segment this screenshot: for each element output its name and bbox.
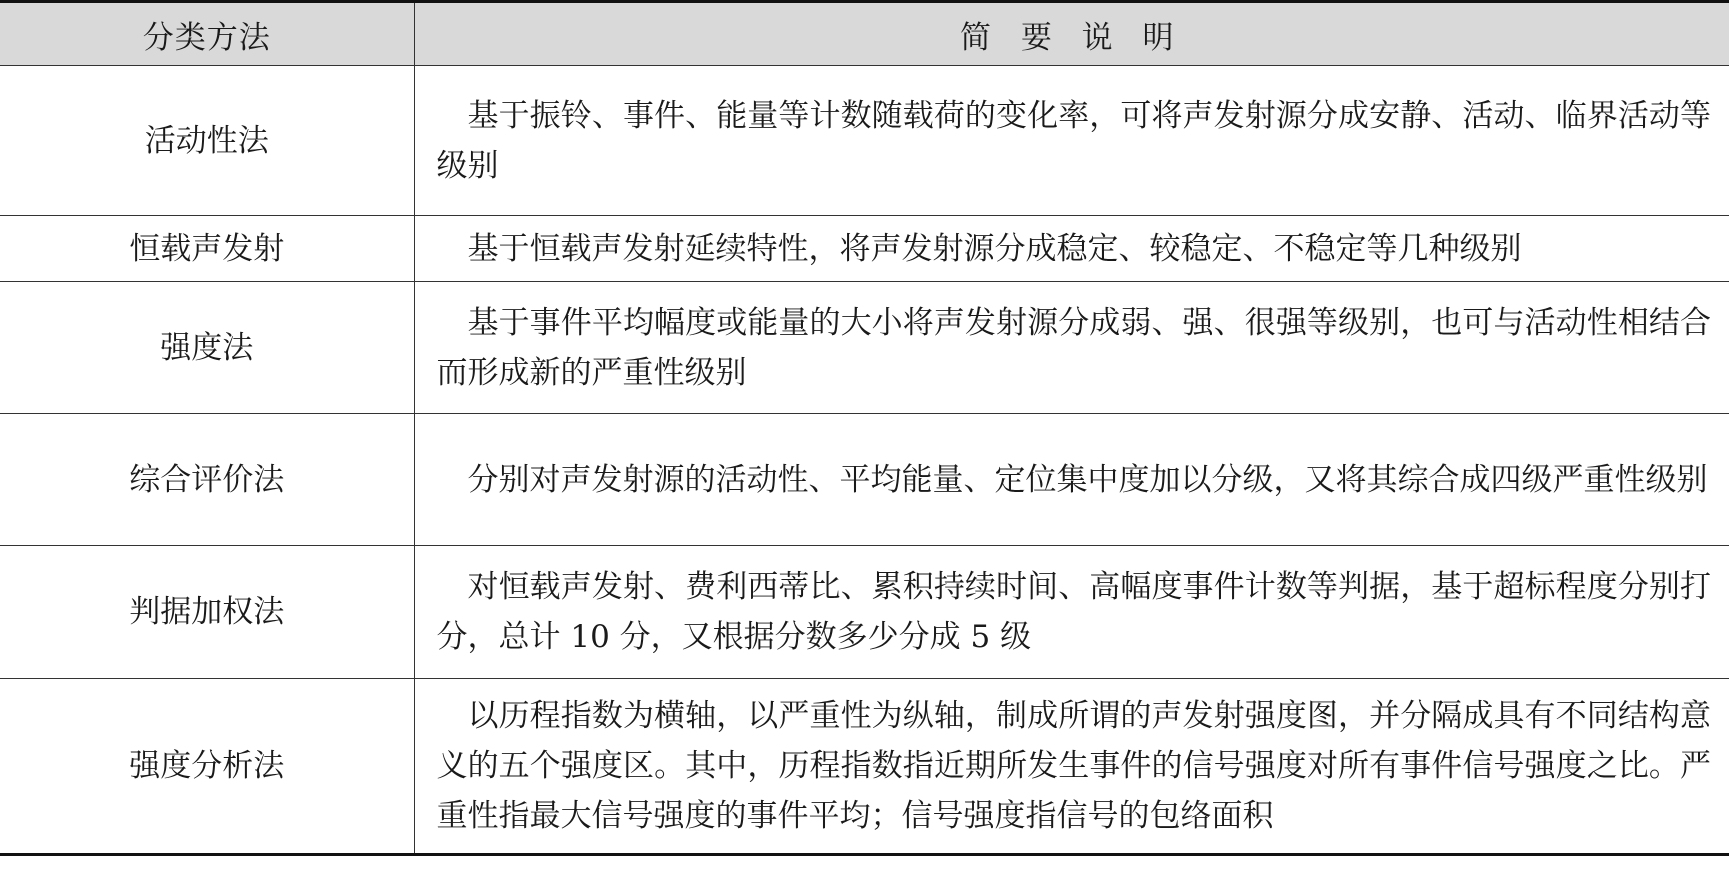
row-method-intensity: 强度法 [0, 282, 414, 414]
description-text: 以历程指数为横轴，以严重性为纵轴，制成所谓的声发射强度图，并分隔成具有不同结构意义的五个强度区。其中，历程指数指近期所发生事件的信号强度对所有事件信号强度之比。严重性指最大信号强度的事件平均；信号强度指信号的包络面积 [436, 698, 1711, 834]
table-row [0, 546, 1729, 679]
row-description [414, 679, 1729, 855]
description-text: 基于事件平均幅度或能量的大小将声发射源分成弱、强、很强等级别，也可与活动性相结合而形成新的严重性级别 [436, 304, 1711, 391]
table-header-row [0, 2, 1729, 66]
row-description [414, 546, 1729, 679]
table-row [0, 216, 1729, 282]
row-method-comprehensive: 综合评价法 [0, 414, 414, 546]
row-description [414, 216, 1729, 282]
header-classification-method: 分类方法 [0, 2, 414, 66]
description-text: 对恒载声发射、费利西蒂比、累积持续时间、高幅度事件计数等判据，基于超标程度分别打分，总计 10 分，又根据分数多少分成 5 级 [436, 569, 1711, 655]
row-method-constant-load: 恒载声发射 [0, 216, 414, 282]
row-description [414, 282, 1729, 414]
description-text: 分别对声发射源的活动性、平均能量、定位集中度加以分级，又将其综合成四级严重性级别 [467, 461, 1708, 498]
row-method-intensity-analysis: 强度分析法 [0, 679, 414, 855]
row-method-weighted-criteria: 判据加权法 [0, 546, 414, 679]
table-row [0, 679, 1729, 855]
description-text: 基于恒载声发射延续特性，将声发射源分成稳定、较稳定、不稳定等几种级别 [467, 230, 1522, 267]
row-description [414, 66, 1729, 216]
header-brief-description: 简 要 说 明 [414, 2, 1729, 66]
table-row [0, 414, 1729, 546]
table-row [0, 282, 1729, 414]
table-row [0, 66, 1729, 216]
row-method-activity: 活动性法 [0, 66, 414, 216]
description-text: 基于振铃、事件、能量等计数随载荷的变化率，可将声发射源分成安静、活动、临界活动等级别 [436, 97, 1711, 184]
row-description [414, 414, 1729, 546]
